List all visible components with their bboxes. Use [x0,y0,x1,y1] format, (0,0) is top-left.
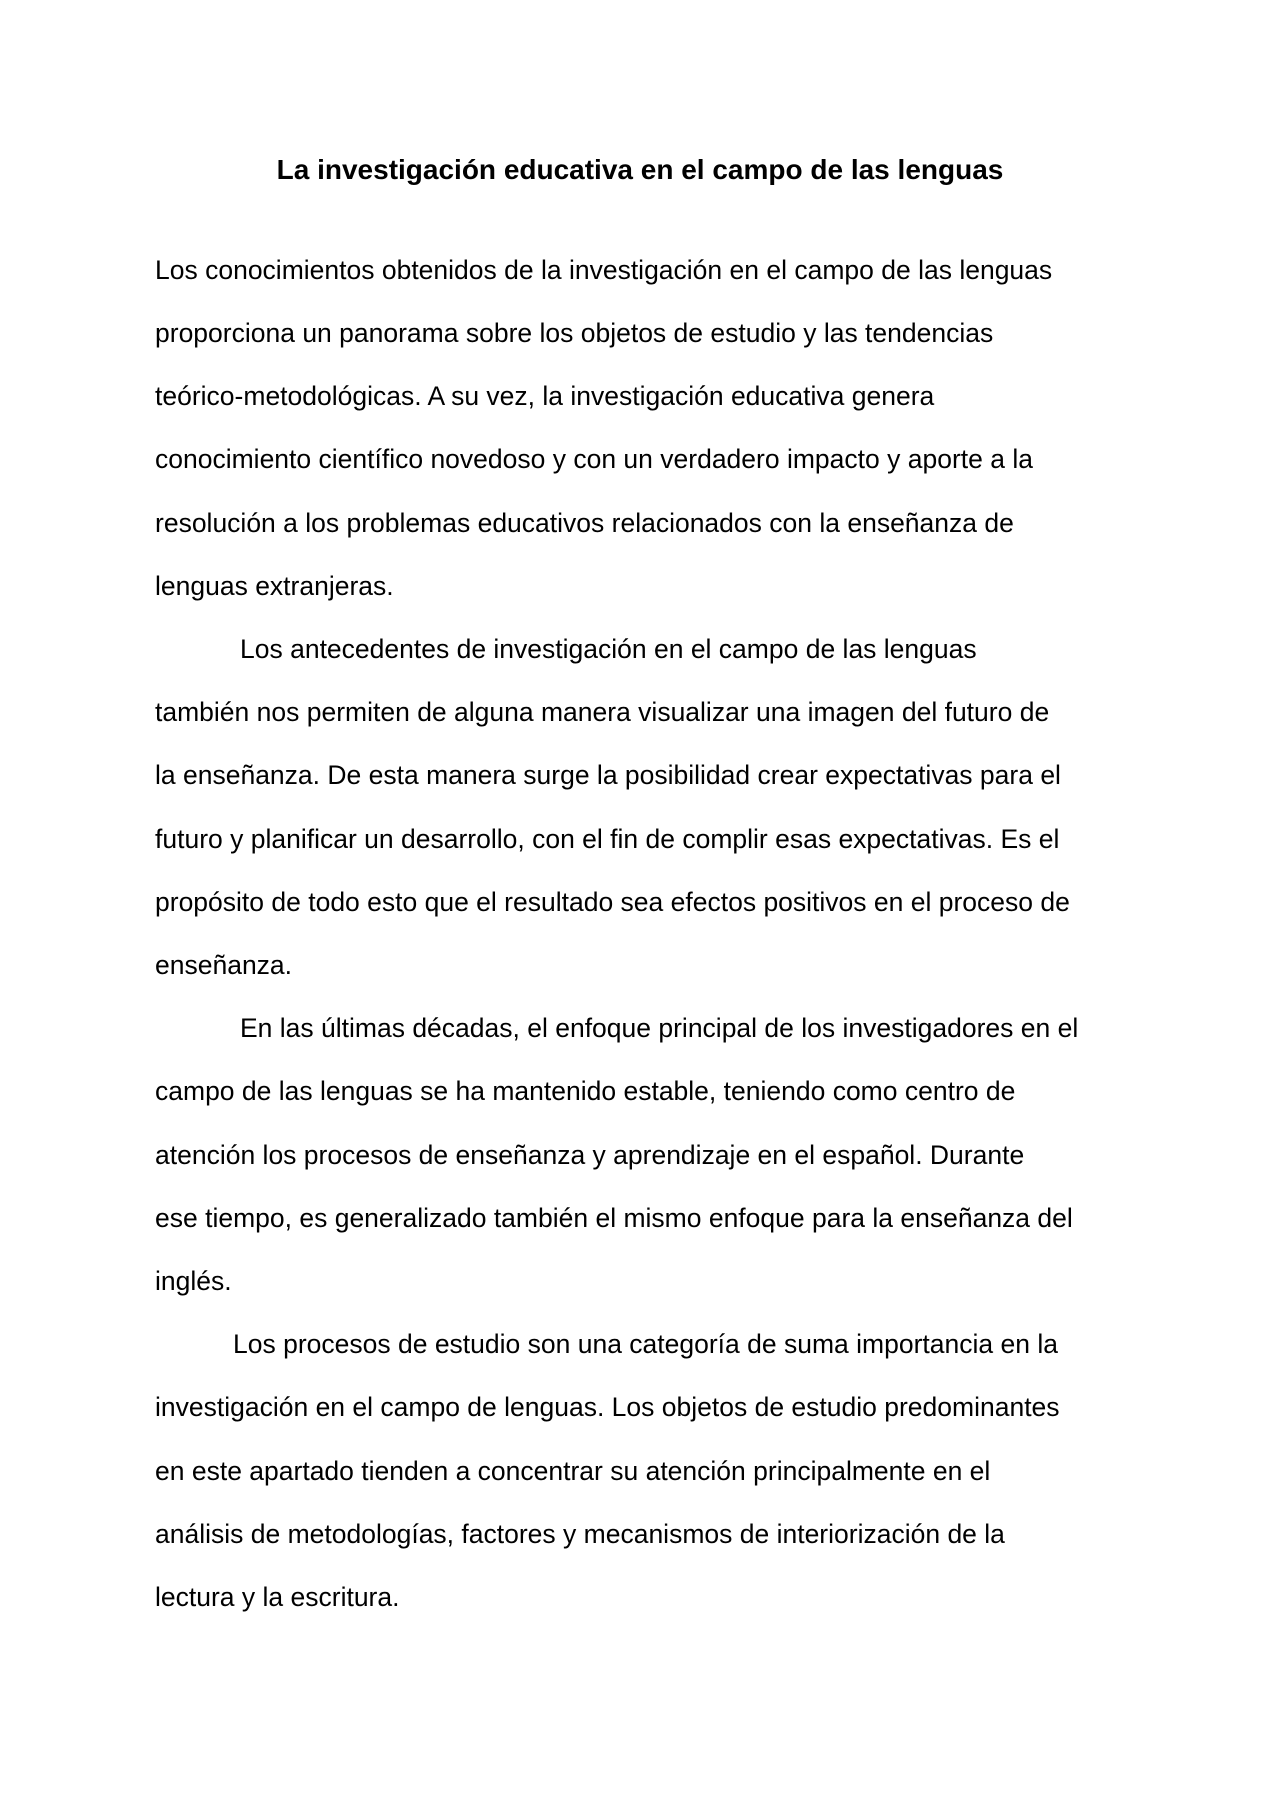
paragraph-4-line-3: en este apartado tienden a concentrar su atención principalmente en el [155,1456,991,1486]
paragraph-1-line-3: teórico-metodológicas. A su vez, la investigación educativa genera [155,381,935,411]
paragraph-4-line-5: lectura y la escritura. [155,1582,400,1612]
paragraph-1-line-1: Los conocimientos obtenidos de la investigación en el campo de las lenguas [155,255,1053,285]
paragraph-1-line-2: proporciona un panorama sobre los objetos de estudio y las tendencias [155,318,994,348]
page-title: La investigación educativa en el campo de las lenguas [276,154,1004,185]
paragraph-2-line-2: también nos permiten de alguna manera visualizar una imagen del futuro de [155,697,1050,727]
paragraph-3-line-5: inglés. [155,1266,232,1296]
paragraph-4-line-2: investigación en el campo de lenguas. Los objetos de estudio predominantes [155,1392,1060,1422]
paragraph-2-line-5: propósito de todo esto que el resultado sea efectos positivos en el proceso de [155,887,1070,917]
paragraph-1-line-5: resolución a los problemas educativos relacionados con la enseñanza de [155,508,1014,538]
paragraph-3-line-4: ese tiempo, es generalizado también el mismo enfoque para la enseñanza del [155,1203,1073,1233]
paragraph-2-line-6: enseñanza. [155,950,293,980]
paragraph-2-line-4: futuro y planificar un desarrollo, con el fin de complir esas expectativas. Es el [155,824,1060,854]
paragraph-2-line-1: Los antecedentes de investigación en el campo de las lenguas [240,634,977,664]
paragraph-4-line-4: análisis de metodologías, factores y mecanismos de interiorización de la [155,1519,1005,1549]
paragraph-3-line-3: atención los procesos de enseñanza y aprendizaje en el español. Durante [155,1140,1025,1170]
paragraph-3-line-2: campo de las lenguas se ha mantenido estable, teniendo como centro de [155,1076,1016,1106]
paragraph-2-line-3: la enseñanza. De esta manera surge la posibilidad crear expectativas para el [155,760,1061,790]
paragraph-4-line-1: Los procesos de estudio son una categoría de suma importancia en la [233,1329,1058,1359]
paragraph-1-line-6: lenguas extranjeras. [155,571,394,601]
paragraph-3-line-1: En las últimas décadas, el enfoque principal de los investigadores en el [240,1013,1079,1043]
paragraph-1-line-4: conocimiento científico novedoso y con un verdadero impacto y aporte a la [155,444,1033,474]
